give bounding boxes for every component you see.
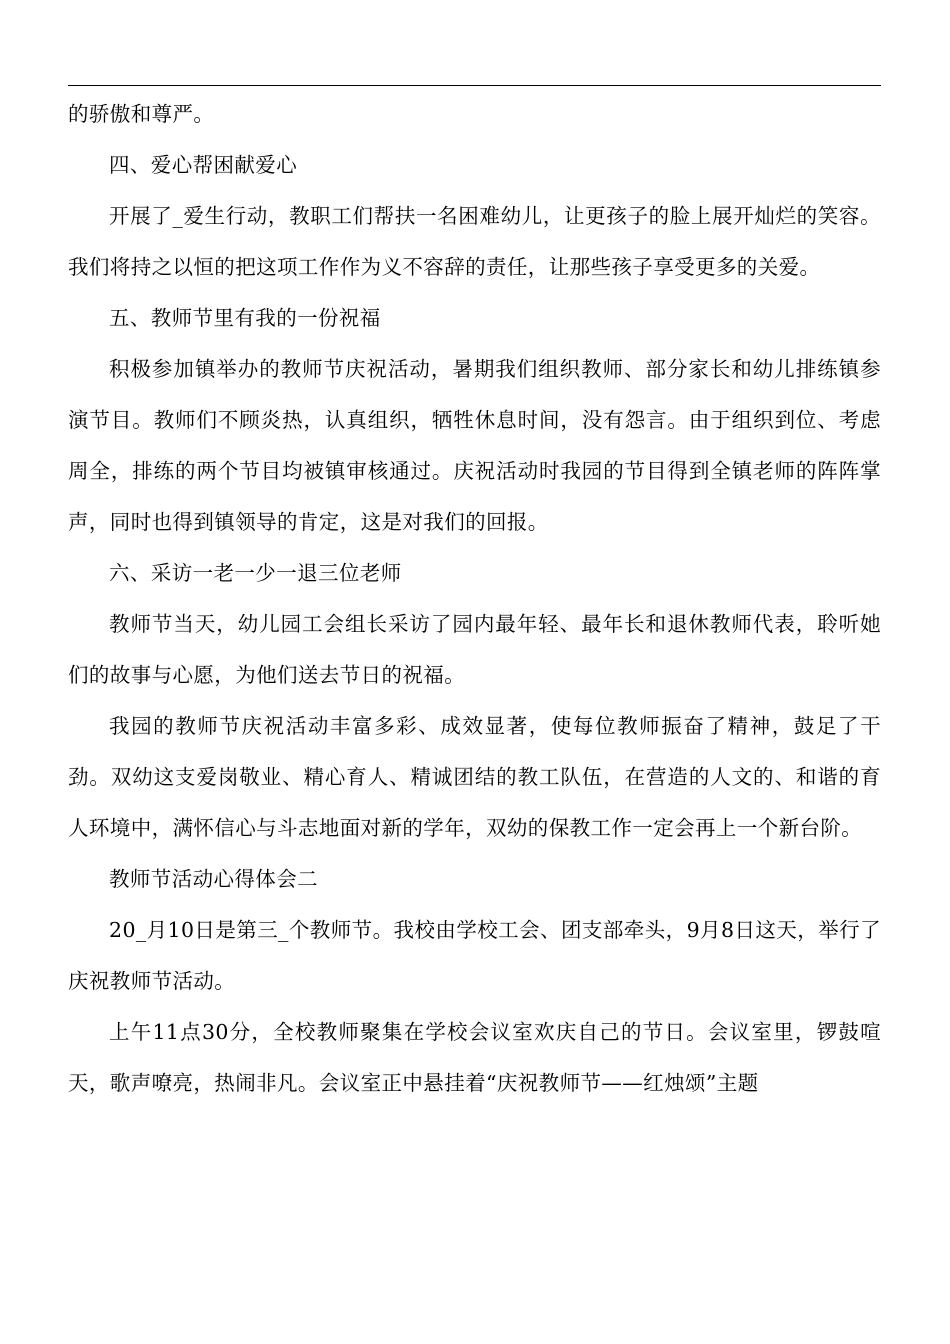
paragraph: 我园的教师节庆祝活动丰富多彩、成效显著，使每位教师振奋了精神，鼓足了干劲。双幼这支爱岗敬业、精心育人、精诚团结的教工队伍，在营造的人文的、和谐的育人环境中，满怀信心与斗志地面对新的学年，双幼的保教工作一定会再上一个新台阶。	[68, 714, 881, 840]
paragraph: 开展了_爱生行动，教职工们帮扶一名困难幼儿，让更孩子的脸上展开灿烂的笑容。我们将持之以恒的把这项工作作为义不容辞的责任，让那些孩子享受更多的关爱。	[68, 204, 881, 279]
header-rule	[68, 85, 881, 86]
paragraph: 上午11点30分，全校教师聚集在学校会议室欢庆自己的节日。会议室里，锣鼓喧天，歌声嘹亮，热闹非凡。会议室正中悬挂着“庆祝教师节——红烛颂”主题	[68, 1020, 881, 1095]
paragraph: 积极参加镇举办的教师节庆祝活动，暑期我们组织教师、部分家长和幼儿排练镇参演节目。教师们不顾炎热，认真组织，牺牲休息时间，没有怨言。由于组织到位、考虑周全，排练的两个节目均被镇审核通过。庆祝活动时我园的节目得到全镇老师的阵阵掌声，同时也得到镇领导的肯定，这是对我们的回报。	[68, 357, 881, 534]
section-heading-5: 五、教师节里有我的一份祝福	[109, 306, 381, 330]
article-title: 教师节活动心得体会二	[109, 867, 318, 891]
section-heading-4: 四、爱心帮困献爱心	[109, 153, 298, 177]
document-body	[68, 89, 881, 1109]
paragraph-continuation: 的骄傲和尊严。	[68, 102, 215, 126]
paragraph: 教师节当天，幼儿园工会组长采访了园内最年轻、最年长和退休教师代表，聆听她们的故事与心愿，为他们送去节日的祝福。	[68, 612, 881, 687]
paragraph: 20_月10日是第三_个教师节。我校由学校工会、团支部牵头，9月8日这天，举行了庆祝教师节活动。	[68, 918, 881, 993]
section-heading-6: 六、采访一老一少一退三位老师	[109, 561, 402, 585]
